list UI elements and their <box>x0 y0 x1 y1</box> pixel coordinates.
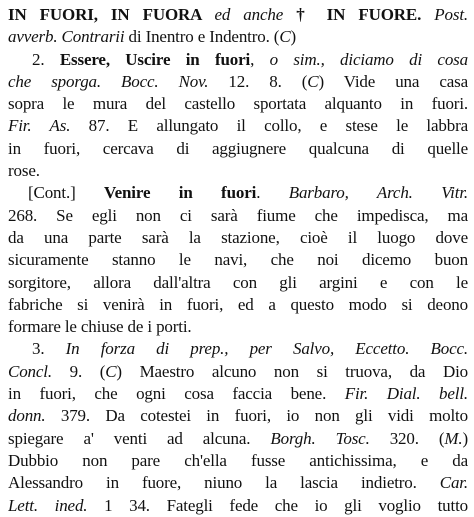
body-text: 87. E allungato il collo, e stese le labbra <box>88 116 468 136</box>
body-text: Alessandro in fuore, niuno la lascia indietro. <box>8 473 440 493</box>
body-text: 268. Se egli non ci sarà fiume che impedisca, ma <box>8 205 468 225</box>
text-line <box>8 428 468 450</box>
text-line <box>8 205 468 227</box>
headword-text: Essere, Uscire in fuori <box>59 49 251 69</box>
text-line <box>8 4 468 26</box>
body-text: 3. <box>32 339 66 359</box>
text-line <box>8 138 468 160</box>
body-text: 320. ( <box>389 428 445 448</box>
body-text: in fuori, che ogni cosa faccia bene. <box>8 384 345 404</box>
body-text: sicuramente stanno le navi, che noi dicemo buon <box>8 250 468 270</box>
citation-text: o sim., diciamo di cosa <box>269 49 468 69</box>
entry-text-column <box>8 4 468 517</box>
body-text: spiegare a' venti ad alcuna. <box>8 428 271 448</box>
text-line <box>8 160 468 182</box>
citation-text: In forza di prep., per Salvo, Eccetto. Bocc. <box>65 339 468 359</box>
body-text: 1 34. Fategli fede che io gli voglio tutto <box>104 495 468 515</box>
text-line <box>8 227 468 249</box>
citation-text: donn. <box>8 406 61 426</box>
body-text: 9. ( <box>69 361 106 381</box>
body-text: formare le chiuse de i porti. <box>8 317 192 337</box>
citation-text: Fir. Dial. bell. <box>344 384 468 404</box>
text-line <box>8 272 468 294</box>
text-line <box>8 383 468 405</box>
citation-text: Fir. As. <box>8 116 89 136</box>
text-line <box>8 294 468 316</box>
citation-text: C <box>105 361 117 381</box>
body-text: in fuori, cercava di aggiugnere qualcuna di quelle <box>8 138 468 158</box>
text-line <box>8 450 468 472</box>
body-text: sorgitore, allora dall'altra con gli argini e con le <box>8 272 468 292</box>
body-text: 2. <box>32 49 60 69</box>
text-line <box>8 249 468 271</box>
body-text: ) <box>290 27 297 47</box>
text-line <box>8 472 468 494</box>
citation-text: C <box>279 27 291 47</box>
text-line <box>8 361 468 383</box>
body-text: 379. Da cotestei in fuori, io non gli vidi molto <box>60 406 468 426</box>
body-text: di Inentro e Indentro. ( <box>128 27 280 47</box>
citation-text: Post. <box>434 5 468 24</box>
body-text: rose. <box>8 161 40 181</box>
body-text: 12. 8. ( <box>228 71 308 91</box>
text-line <box>8 115 468 137</box>
body-text: . <box>256 183 289 203</box>
citation-text: ed anche <box>214 5 297 24</box>
citation-text: Barbaro, Arch. Vitr. <box>288 183 468 203</box>
text-line <box>8 405 468 427</box>
citation-text: avverb. Contrarii <box>8 27 129 47</box>
citation-text: Borgh. Tosc. <box>270 428 390 448</box>
citation-text: Lett. ined. <box>8 495 105 515</box>
text-line <box>8 93 468 115</box>
body-text: ) Vide una casa <box>318 71 468 91</box>
text-line <box>8 495 468 517</box>
headword-text: † IN FUORE. <box>296 5 435 24</box>
citation-text: Car. <box>439 473 468 493</box>
text-line <box>8 26 468 48</box>
body-text: Dubbio non pare ch'ella fusse antichissima, e da <box>8 450 468 470</box>
text-line <box>8 338 468 360</box>
citation-text: che sporga. Bocc. Nov. <box>8 71 229 91</box>
text-line <box>8 49 468 71</box>
body-text: ) <box>462 428 468 448</box>
body-text: sopra le mura del castello sportata alquanto in fuori. <box>8 94 468 114</box>
text-line <box>8 71 468 93</box>
citation-text: M. <box>444 428 463 448</box>
body-text: [Cont.] <box>28 183 105 203</box>
headword-text: IN FUORI, IN FUORA <box>8 5 215 24</box>
text-line <box>8 182 468 204</box>
text-line <box>8 316 468 338</box>
body-text: da una parte sarà la stazione, cioè il luogo dove <box>8 227 468 247</box>
body-text: fabriche si venirà in fuori, ed a questo modo si deono <box>8 294 468 314</box>
citation-text: C <box>307 71 319 91</box>
body-text: ) Maestro alcuno non si truova, da Dio <box>116 361 468 381</box>
headword-text: Venire in fuori <box>104 183 257 203</box>
citation-text: Concl. <box>8 361 70 381</box>
body-text: , <box>250 49 270 69</box>
